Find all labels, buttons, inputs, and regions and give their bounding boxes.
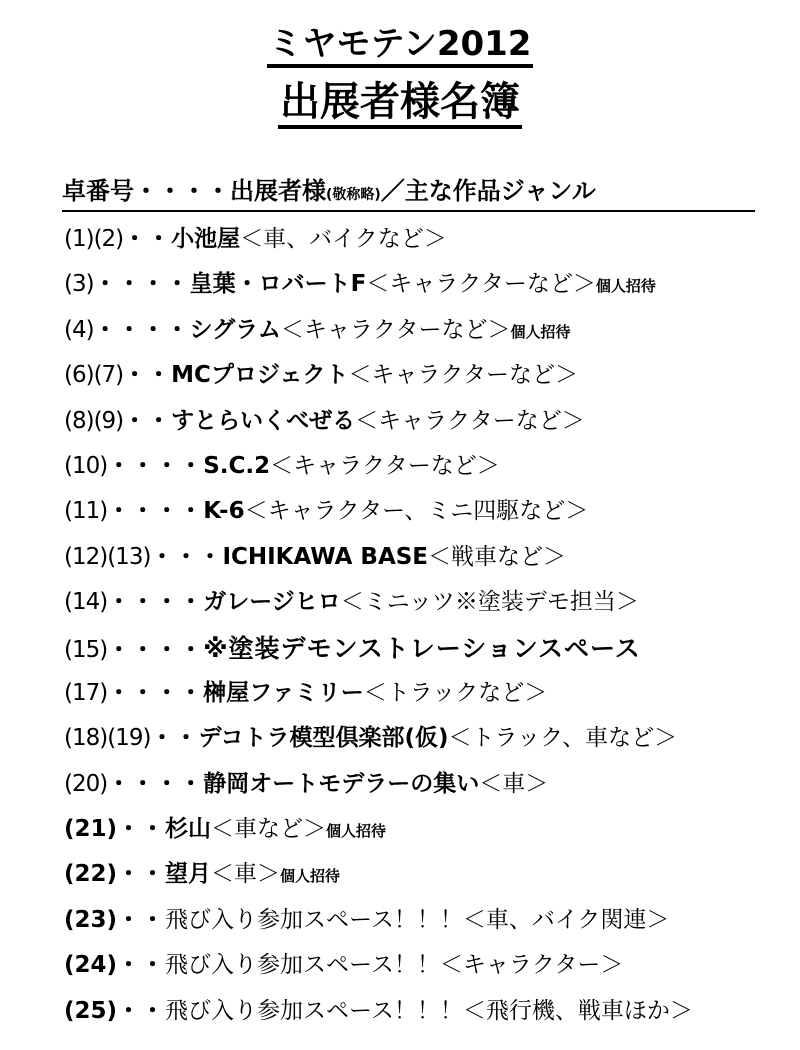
leader-dots: ・・・・ [107,452,204,479]
list-item [64,943,794,988]
list-item [64,580,794,625]
list-item [64,852,794,897]
genre: ＜キャラクターなど＞ [348,362,579,389]
list-item [64,308,794,353]
list-item [64,444,794,489]
table-number: (8)(9) [64,407,124,434]
note: 個人招待 [595,277,656,296]
exhibitor-list [64,217,794,1034]
table-number: (1)(2) [64,226,124,252]
exhibitor-name: 小池屋 [171,226,241,252]
genre: ＜キャラクターなど＞ [270,452,500,479]
list-item [64,898,794,943]
exhibitor-name: ガレージヒロ [203,589,341,616]
leader-dots: ・・・・ [107,498,204,525]
list-item [64,807,794,852]
leader-dots: ・・ [123,226,172,252]
genre: ＜ミニッツ※塗装デモ担当＞ [340,589,639,616]
table-number: (11) [64,498,108,525]
leader-dots: ・・・・ [107,636,204,663]
leader-dots: ・・・・ [107,589,204,616]
leader-dots: ・・ [117,906,166,933]
list-item [64,399,794,444]
header-honorific-note: (敬称略) [326,187,381,203]
leader-dots: ・・ [117,816,166,843]
list-item [64,989,794,1034]
genre: ＜キャラクター、ミニ四駆など＞ [244,498,589,525]
exhibitor-name: S.C.2 [203,452,271,479]
note: 個人招待 [326,822,387,841]
table-number: (15) [64,636,108,663]
genre: ＜車、バイクなど＞ [240,226,447,252]
table-number: (22) [64,861,118,888]
table-number: (23) [64,906,118,933]
table-number: (17) [64,679,108,706]
genre: ＜トラック、車など＞ [448,725,678,752]
leader-dots: ・・・・ [107,679,204,706]
genre: ＜飛行機、戦車ほか＞ [462,997,693,1024]
leader-dots: ・・ [123,362,172,389]
exhibitor-name: 望月 [165,861,212,888]
leader-dots: ・・ [123,407,172,434]
table-number: (10) [64,452,108,479]
list-header [62,177,755,212]
leader-dots: ・・・・ [93,316,190,343]
table-number: (18)(19) [64,725,151,752]
genre: ＜戦車など＞ [428,543,567,570]
exhibitor-name: 榊屋ファミリー [203,679,364,706]
genre: ＜トラックなど＞ [363,679,548,706]
leader-dots: ・・・ [150,543,223,570]
exhibitor-name: 皇葉・ロバートF [189,271,367,298]
genre: ＜車＞ [211,861,281,888]
list-item [64,262,794,307]
table-number: (3) [64,271,94,298]
genre: ＜キャラクター＞ [439,952,624,979]
header-main: 卓番号・・・・出展者様 [62,177,326,205]
header-genre: ／主な作品ジャンル [380,177,596,205]
exhibitor-name: 飛び入り参加スペース！！！ [165,906,463,933]
note: 個人招待 [510,322,571,341]
table-number: (4) [64,316,94,343]
genre: ＜車など＞ [211,816,327,843]
genre: ＜車＞ [479,770,549,797]
genre: ＜車、バイク関連＞ [462,906,670,933]
exhibitor-name: シグラム [189,316,281,343]
list-item [64,489,794,534]
note: 個人招待 [280,867,341,886]
list-item [64,217,794,262]
exhibitor-name: 静岡オートモデラーの集い [203,770,480,797]
leader-dots: ・・ [117,952,166,979]
list-item [64,671,794,716]
leader-dots: ・・・・ [93,271,190,298]
exhibitor-name: すとらいくべぜる [171,407,356,434]
table-number: (25) [64,997,118,1024]
leader-dots: ・・ [150,725,199,752]
list-item [64,716,794,761]
exhibitor-name: デコトラ模型倶楽部(仮) [198,725,449,752]
list-item [64,762,794,807]
genre: ＜キャラクターなど＞ [280,316,511,343]
page-title: ミヤモテン2012 [0,16,800,65]
table-number: (12)(13) [64,543,151,570]
list-item [64,353,794,398]
exhibitor-name: 飛び入り参加スペース！！ [165,952,440,979]
table-number: (14) [64,589,108,616]
table-number: (24) [64,952,118,979]
genre: ＜キャラクターなど＞ [355,407,585,434]
genre: ＜キャラクターなど＞ [366,271,596,298]
exhibitor-name: 杉山 [165,816,212,843]
leader-dots: ・・・・ [107,770,204,797]
exhibitor-name: MCプロジェクト [171,362,349,389]
exhibitor-name: 飛び入り参加スペース！！！ [165,997,463,1024]
list-item [64,626,794,671]
table-number: (20) [64,770,108,797]
exhibitor-name: K-6 [203,498,245,525]
page-subtitle: 出展者様名簿 [0,70,800,127]
table-number: (6)(7) [64,362,124,389]
leader-dots: ・・ [117,861,166,888]
table-number: (21) [64,816,118,843]
exhibitor-name: ※塗装デモンストレーションスペース [203,633,641,663]
exhibitor-name: ICHIKAWA BASE [222,543,429,570]
list-item [64,535,794,580]
leader-dots: ・・ [117,997,166,1024]
